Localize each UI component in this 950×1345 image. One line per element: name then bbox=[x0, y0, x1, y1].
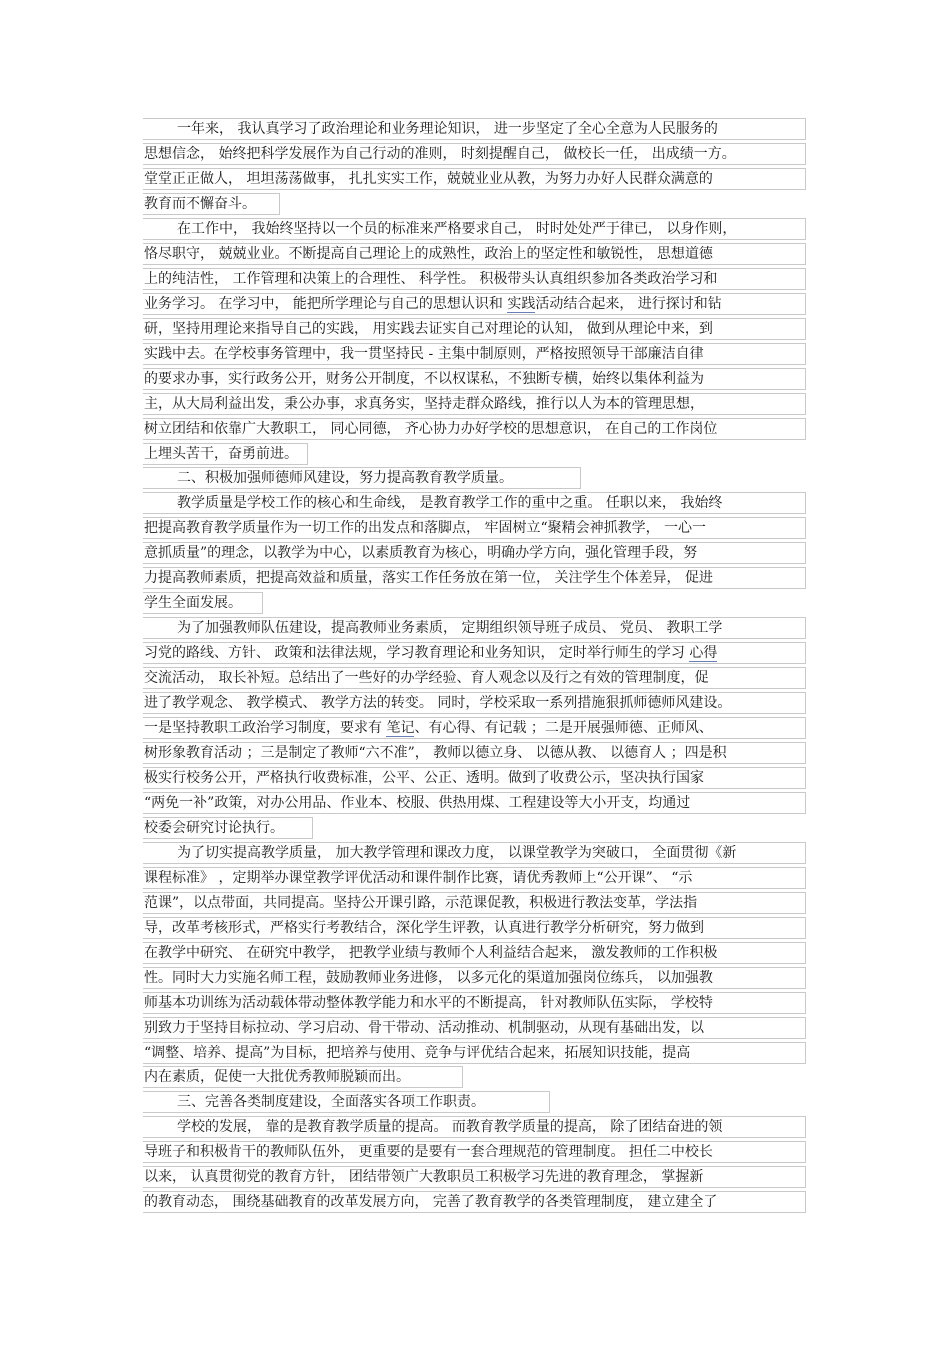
text-line: 上的纯洁性， 工作管理和决策上的合理性、 科学性。 积极带头认真组织参加各类政治学习和 bbox=[143, 268, 806, 290]
text-line: 以来， 认真贯彻党的教育方针， 团结带领广大教职员工积极学习先进的教育理念， 掌握新 bbox=[143, 1166, 806, 1188]
text-line: 交流活动， 取长补短。总结出了一些好的办学经验、育人观念以及行之有效的管理制度，促 bbox=[143, 667, 806, 689]
text-line: “调整、培养、提高”为目标，把培养与使用、竞争与评优结合起来，拓展知识技能，提高 bbox=[143, 1042, 806, 1064]
text-line: 树形象教育活动 ；三是制定了教师“六不准”， 教师以德立身、 以德从教、 以德育人 ；四是积 bbox=[143, 742, 806, 764]
text-line: 教学质量是学校工作的核心和生命线， 是教育教学工作的重中之重。 任职以来， 我始终 bbox=[143, 492, 806, 514]
text-line: 业务学习。 在学习中， 能把所学理论与自己的思想认识和 实践活动结合起来， 进行探讨和钻 bbox=[143, 293, 806, 315]
text-line: 意抓质量”的理念，以教学为中心，以素质教育为核心，明确办学方向，强化管理手段，努 bbox=[143, 542, 806, 564]
text-line: 为了切实提高教学质量， 加大教学管理和课改力度， 以课堂教学为突破口， 全面贯彻《新 bbox=[143, 842, 806, 864]
text-line: 力提高教师素质，把提高效益和质量，落实工作任务放在第一位， 关注学生个体差异， 促进 bbox=[143, 567, 806, 589]
text-line: 别致力于坚持目标拉动、学习启动、骨干带动、活动推动、机制驱动，从现有基础出发，以 bbox=[143, 1017, 806, 1039]
text-line: 学校的发展， 靠的是教育教学质量的提高。 而教育教学质量的提高， 除了团结奋进的领 bbox=[143, 1116, 806, 1138]
underlined-word: 心得 bbox=[689, 645, 718, 661]
underlined-word: 笔记 bbox=[386, 720, 415, 736]
text-line: 三、完善各类制度建设，全面落实各项工作职责。 bbox=[143, 1091, 550, 1113]
text-line: 一年来， 我认真学习了政治理论和业务理论知识， 进一步坚定了全心全意为人民服务的 bbox=[143, 118, 806, 140]
text-line: 思想信念， 始终把科学发展作为自己行动的准则， 时刻提醒自己， 做校长一任， 出成绩一方。 bbox=[143, 143, 806, 165]
text-line: 恪尽职守， 兢兢业业。不断提高自己理论上的成熟性，政治上的坚定性和敏锐性， 思想道德 bbox=[143, 243, 806, 265]
text-line: 教育而不懈奋斗。 bbox=[143, 193, 280, 215]
text-line: 为了加强教师队伍建设，提高教师业务素质， 定期组织领导班子成员、 党员、 教职工学 bbox=[143, 617, 806, 639]
text-line: 导，改革考核形式，严格实行考教结合，深化学生评教，认真进行教学分析研究，努力做到 bbox=[143, 917, 806, 939]
text-line: 习党的路线、方针、 政策和法律法规，学习教育理论和业务知识， 定时举行师生的学习 心得 bbox=[143, 642, 806, 664]
text-line: 的要求办事，实行政务公开，财务公开制度，不以权谋私，不独断专横，始终以集体利益为 bbox=[143, 368, 806, 390]
text-line: 在教学中研究、 在研究中教学， 把教学业绩与教师个人利益结合起来， 激发教师的工作积极 bbox=[143, 942, 806, 964]
text-line: 上埋头苦干，奋勇前进。 bbox=[143, 443, 308, 465]
text-line: 二、积极加强师德师风建设，努力提高教育教学质量。 bbox=[143, 467, 581, 489]
text-line: 导班子和积极肯干的教师队伍外， 更重要的是要有一套合理规范的管理制度。 担任二中校长 bbox=[143, 1141, 806, 1163]
text-line: 树立团结和依靠广大教职工， 同心同德， 齐心协力办好学校的思想意识， 在自己的工作岗位 bbox=[143, 418, 806, 440]
text-line: 内在素质，促使一大批优秀教师脱颖而出。 bbox=[143, 1066, 463, 1088]
text-line: 堂堂正正做人， 坦坦荡荡做事， 扎扎实实工作，兢兢业业从教，为努力办好人民群众满意的 bbox=[143, 168, 806, 190]
text-line: 学生全面发展。 bbox=[143, 592, 263, 614]
text-line: 师基本功训练为活动载体带动整体教学能力和水平的不断提高， 针对教师队伍实际， 学校特 bbox=[143, 992, 806, 1014]
text-line: 进了教学观念、 教学模式、 教学方法的转变。 同时，学校采取一系列措施狠抓师德师风建设。 bbox=[143, 692, 806, 714]
text-line: 把提高教育教学质量作为一切工作的出发点和落脚点， 牢固树立“聚精会神抓教学， 一心一 bbox=[143, 517, 806, 539]
text-line: 研，坚持用理论来指导自己的实践， 用实践去证实自己对理论的认知， 做到从理论中来，到 bbox=[143, 318, 806, 340]
text-line: 的教育动态， 围绕基础教育的改革发展方向， 完善了教育教学的各类管理制度， 建立建全了 bbox=[143, 1191, 806, 1213]
text-line: “两免一补”政策，对办公用品、作业本、校服、供热用煤、工程建设等大小开支，均通过 bbox=[143, 792, 806, 814]
text-line: 极实行校务公开，严格执行收费标准，公平、公正、透明。做到了收费公示，坚决执行国家 bbox=[143, 767, 806, 789]
text-line: 一是坚持教职工政治学习制度，要求有 笔记、有心得、有记载 ；二是开展强师德、正师风、 bbox=[143, 717, 806, 739]
text-line: 性。同时大力实施名师工程，鼓励教师业务进修， 以多元化的渠道加强岗位练兵， 以加强教 bbox=[143, 967, 806, 989]
text-line: 主，从大局利益出发，秉公办事，求真务实，坚持走群众路线，推行以人为本的管理思想， bbox=[143, 393, 806, 415]
text-line: 课程标准》 ，定期举办课堂教学评优活动和课件制作比赛，请优秀教师上“公开课”、 “示 bbox=[143, 867, 806, 889]
text-line: 在工作中， 我始终坚持以一个员的标准来严格要求自己， 时时处处严于律已， 以身作则， bbox=[143, 218, 806, 240]
underlined-word: 实践 bbox=[507, 296, 536, 312]
text-line: 实践中去。在学校事务管理中，我一贯坚持民 - 主集中制原则，严格按照领导干部廉洁自律 bbox=[143, 343, 806, 365]
text-line: 校委会研究讨论执行。 bbox=[143, 817, 313, 839]
text-line: 范课”，以点带面，共同提高。坚持公开课引路，示范课促教，积极进行教法变革，学法指 bbox=[143, 892, 806, 914]
